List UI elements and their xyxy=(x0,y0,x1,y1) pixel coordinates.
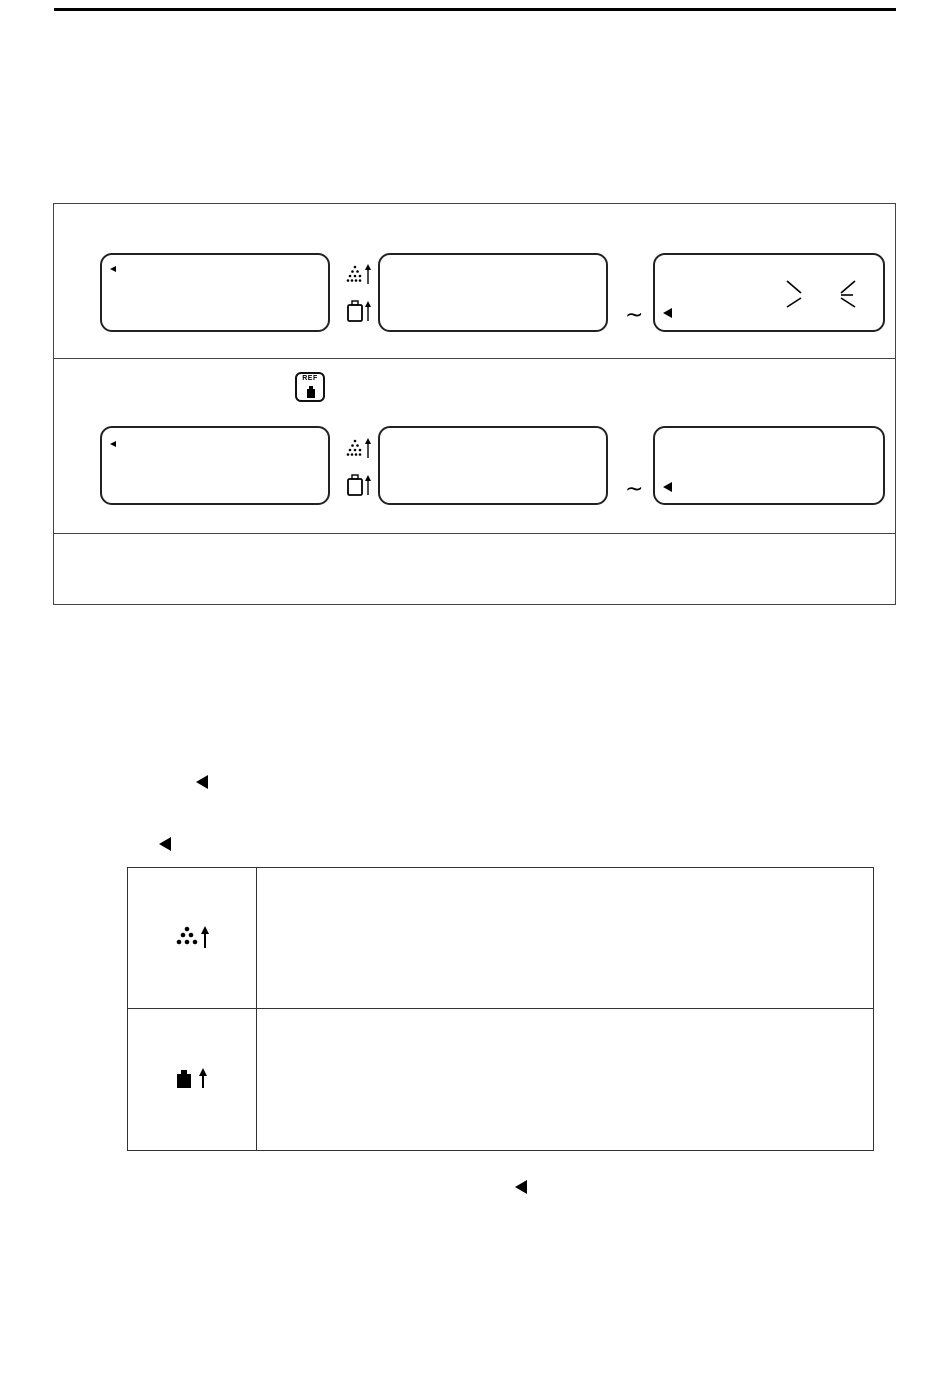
display-2-c xyxy=(653,426,885,505)
stability-triangle-icon xyxy=(110,441,116,447)
display-2-a xyxy=(100,426,330,505)
stability-triangle-icon xyxy=(663,308,672,318)
stability-triangle-icon xyxy=(159,837,171,851)
ref-weight-key-icon: REF xyxy=(295,372,325,402)
stability-triangle-icon xyxy=(196,775,208,789)
display-1-b xyxy=(378,253,608,332)
tilde-symbol: ~ xyxy=(625,303,644,328)
display-1-a xyxy=(100,253,330,332)
blinking-marks-icon xyxy=(783,277,863,313)
weight-arrow-icon xyxy=(176,1068,210,1094)
count-pieces-arrow-icon xyxy=(347,438,371,458)
step-2-text xyxy=(74,372,294,396)
header-rule xyxy=(54,8,896,11)
stability-triangle-icon xyxy=(515,1180,527,1194)
display-1-c xyxy=(653,253,885,332)
weight-icon xyxy=(306,386,316,398)
count-pieces-arrow-icon xyxy=(347,264,371,284)
tilde-symbol: ~ xyxy=(625,477,644,502)
row-divider xyxy=(54,533,895,534)
step-3-text xyxy=(74,549,874,589)
count-pieces-arrow-icon xyxy=(175,925,211,951)
weight-arrow-icon xyxy=(348,301,371,321)
weight-arrow-icon xyxy=(348,475,371,495)
procedure-panel xyxy=(53,203,896,605)
indicator-icons xyxy=(345,438,373,504)
stability-triangle-icon xyxy=(110,266,116,272)
row-divider xyxy=(54,358,895,359)
step-1-text xyxy=(74,216,874,240)
display-2-b xyxy=(378,426,608,505)
indicator-icons xyxy=(345,264,373,330)
indicator-table xyxy=(127,867,874,1151)
stability-triangle-icon xyxy=(663,482,672,492)
